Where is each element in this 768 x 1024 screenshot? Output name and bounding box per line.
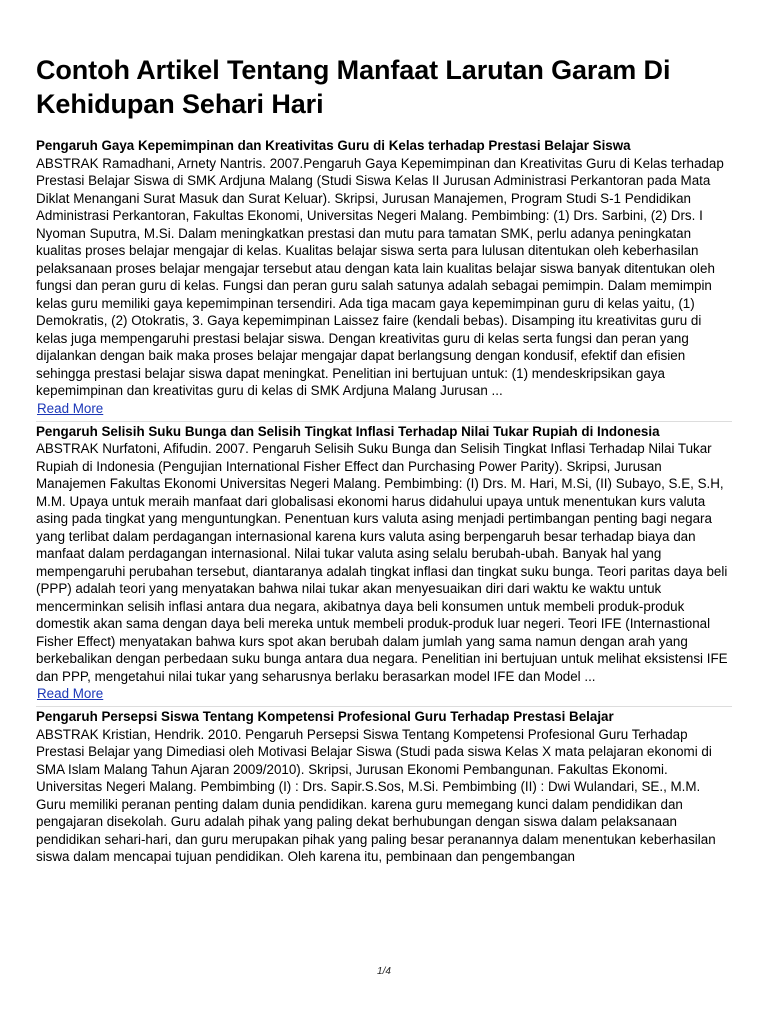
document-page — [36, 0, 732, 866]
article-abstract: ABSTRAK Ramadhani, Arnety Nantris. 2007.Pengaruh Gaya Kepemimpinan dan Kreativitas Guru di Kelas terhadap Prestasi Belajar Siswa di SMK Ardjuna Malang (Studi Siswa Kelas II Jurusan Administrasi Perkantoran pada Mata Diklat Menangani Surat Masuk dan Surat Keluar). Skripsi, Jurusan Manajemen, Program Studi S-1 Pendidikan Administrasi Perkantoran, Fakultas Ekonomi, Universitas Negeri Malang. Pembimbing: (1) Drs. Sarbini, (2) Drs. I Nyoman Suputra, M.Si. Dalam meningkatkan prestasi dan mutu para tamatan SMK, perlu adanya peningkatan kualitas proses belajar mengajar di kelas. Kualitas belajar siswa serta para lulusan ditentukan oleh keberhasilan pelaksanaan proses belajar mengajar tersebut atau dengan kata lain kualitas belajar siswa banyak ditentukan oleh fungsi dan peran guru di kelas. Fungsi dan peran guru salah satunya adalah sebagai pemimpin. Dalam memimpin kelas guru memiliki gaya kepemimpinan tersendiri. Ada tiga macam gaya kepemimpinan guru di kelas yaitu, (1) Demokratis, (2) Otokratis, 3. Gaya kepemimpinan Laissez faire (kendali bebas). Disamping itu kreativitas guru di kelas juga mempengaruhi prestasi belajar siswa. Dengan kreativitas guru di kelas serta fungsi dan peran yang dijalankan dengan baik maka proses belajar mengajar dapat berlangsung dengan kondusif, efektif dan efisien sehingga prestasi belajar siswa dapat meningkat. Penelitian ini bertujuan untuk: (1) mendeskripsikan gaya kepemimpinan dan kreativitas guru di kelas di SMK Ardjuna Malang Jurusan ... — [36, 155, 724, 398]
article-title: Pengaruh Persepsi Siswa Tentang Kompetensi Profesional Guru Terhadap Prestasi Belajar — [36, 709, 614, 724]
page-title: Contoh Artikel Tentang Manfaat Larutan Garam Di Kehidupan Sehari Hari — [36, 55, 671, 119]
article-item — [36, 421, 732, 707]
read-more-link[interactable]: Read More — [37, 400, 104, 416]
article-abstract: ABSTRAK Nurfatoni, Afifudin. 2007. Pengaruh Selisih Suku Bunga dan Selisih Tingkat Inflasi Terhadap Nilai Tukar Rupiah di Indonesia (Pengujian International Fisher Effect dan Purchasing Power Parity). Skripsi, Jurusan Manajemen Fakultas Ekonomi Universitas Negeri Malang. Pembimbing: (I) Drs. M. Hari, M.Si, (II) Subayo, S.E, S.H, M.M. Upaya untuk meraih manfaat dari globalisasi ekonomi harus didahului upaya untuk menentukan kurs valuta asing pada tingkat yang menguntungkan. Penentuan kurs valuta asing menjadi pertimbangan penting bagi negara yang terlibat dalam perdagangan internasional karena kurs valuta asing berpengaruh besar terhadap biaya dan manfaat dalam perdagangan internasional. Nilai tukar valuta asing selalu berubah-ubah. Banyak hal yang mempengaruhi perubahan tersebut, diantaranya adalah tingkat inflasi dan tingkat suku bunga. Teori paritas daya beli (PPP) adalah teori yang menyatakan bahwa nilai tukar akan menyesuaikan diri dari waktu ke waktu untuk mencerminkan selisih inflasi antara dua negara, akibatnya daya beli konsumen untuk membeli produk-produk domestik akan sama dengan daya beli mereka untuk membeli produk-produk luar negeri. Teori IFE (Internastional Fisher Effect) menyatakan bahwa kurs spot akan berubah dalam jumlah yang sama namun dengan arah yang berkebalikan dengan perbedaan suku bunga antara dua negara. Penelitian ini bertujuan untuk melihat eksistensi IFE dan PPP, mengetahui nilai tukar yang seharusnya berlaku berasarkan model IFE dan Model ... — [36, 441, 728, 684]
article-title: Pengaruh Gaya Kepemimpinan dan Kreativitas Guru di Kelas terhadap Prestasi Belajar Siswa — [36, 138, 631, 153]
article-list — [36, 136, 732, 866]
article-abstract: ABSTRAK Kristian, Hendrik. 2010. Pengaruh Persepsi Siswa Tentang Kompetensi Profesional Guru Terhadap Prestasi Belajar yang Dimediasi oleh Motivasi Belajar Siswa (Studi pada siswa Kelas X mata pelajaran ekonomi di SMA Islam Malang Tahun Ajaran 2009/2010). Skripsi, Jurusan Ekonomi Pembangunan. Fakultas Ekonomi. Universitas Negeri Malang. Pembimbing (I) : Drs. Sapir.S.Sos, M.Si. Pembimbing (II) : Dwi Wulandari, SE., M.M. Guru memiliki peranan penting dalam dunia pendidikan. karena guru memegang kunci dalam pendidikan dan pengajaran disekolah. Guru adalah pihak yang paling dekat berhubungan dengan siswa dalam pelaksanaan pendidikan sehari-hari, dan guru merupakan pihak yang paling besar peranannya dalam menentukan keberhasilan siswa dalam mencapai tujuan pendidikan. Oleh karena itu, pembinaan dan pengembangan — [36, 726, 716, 864]
article-item — [36, 136, 732, 421]
page-number: 1/4 — [377, 966, 391, 977]
read-more-link[interactable]: Read More — [37, 686, 104, 701]
article-title: Pengaruh Selisih Suku Bunga dan Selisih Tingkat Inflasi Terhadap Nilai Tukar Rupiah di Indonesia — [36, 423, 660, 439]
article-item — [36, 706, 732, 866]
